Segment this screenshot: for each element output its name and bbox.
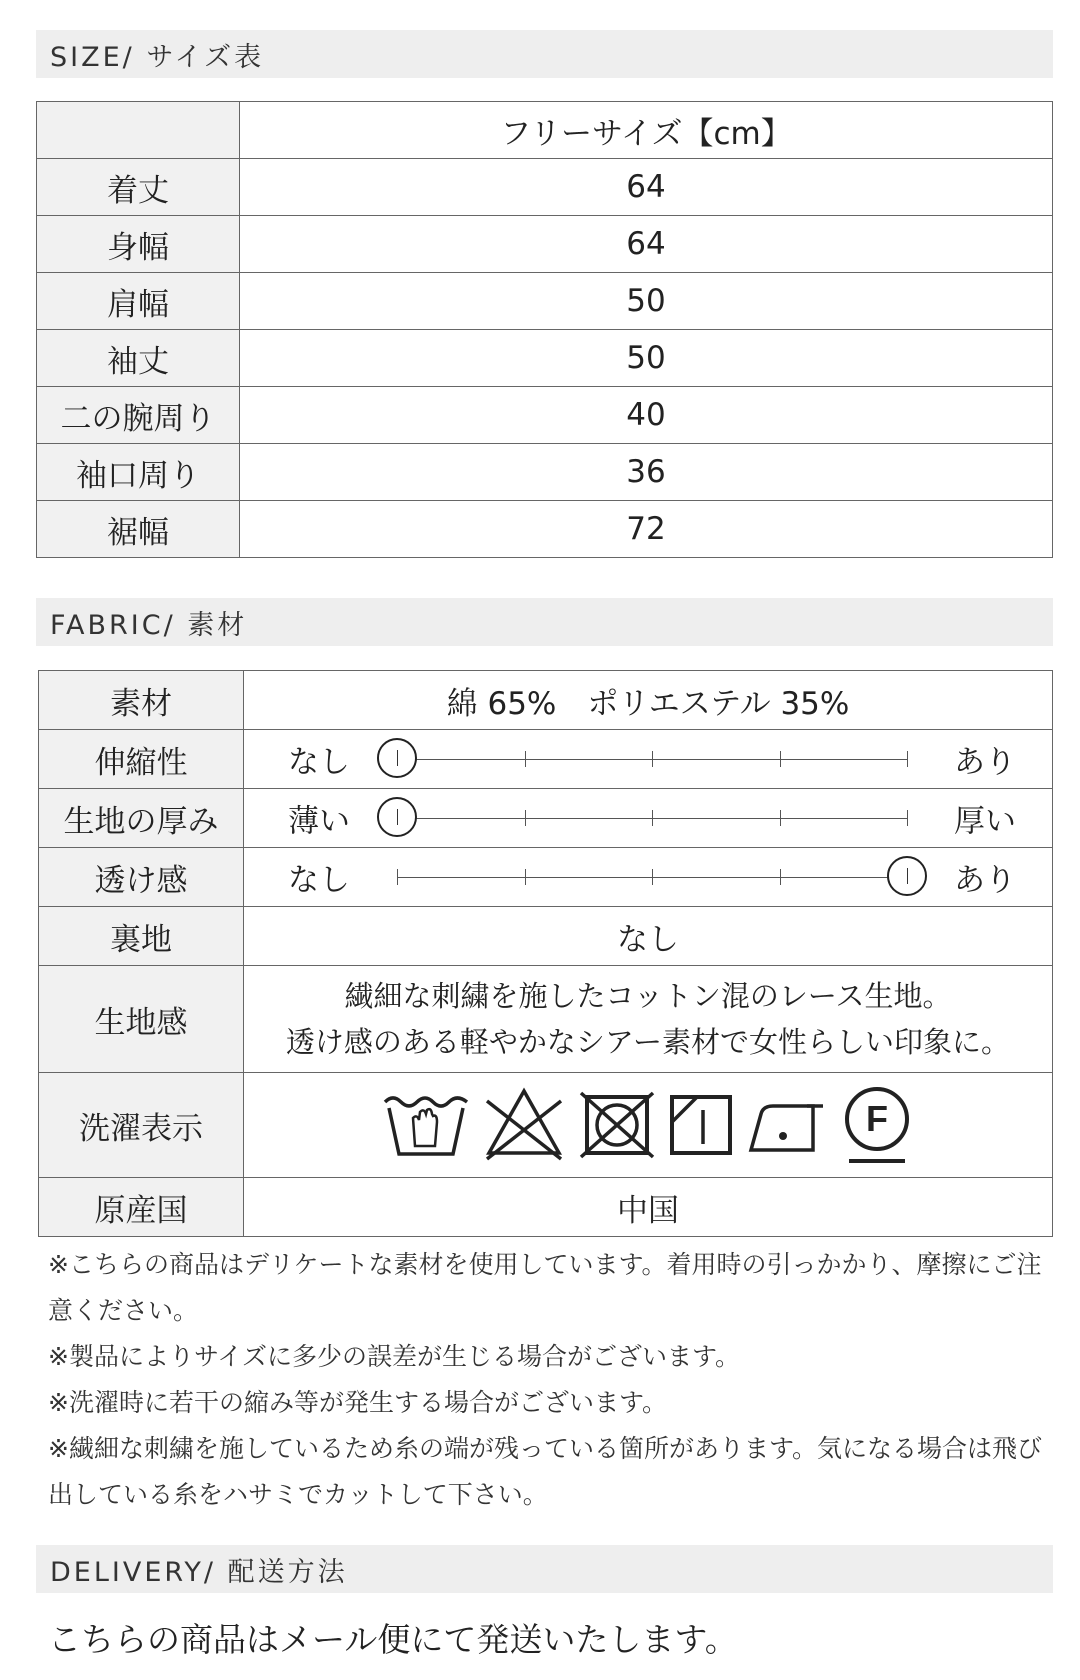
scale-tick: [525, 810, 526, 826]
fabric-table: [38, 670, 1053, 1237]
scale-tick: [397, 869, 398, 885]
dry-clean-letter: F: [866, 1098, 888, 1139]
thickness-scale-track: [397, 818, 907, 819]
size-row-value: 64: [240, 159, 1053, 216]
fabric-section-title: FABRIC/ 素材: [36, 598, 1053, 646]
size-row: [37, 387, 1053, 444]
size-table: [36, 101, 1053, 558]
thickness-row: [39, 789, 1053, 848]
lining-label: 裏地: [39, 907, 244, 966]
scale-tick: [652, 810, 653, 826]
sheerness-scale: [244, 848, 1053, 907]
size-table-header-row: [37, 102, 1053, 159]
size-row-value: 40: [240, 387, 1053, 444]
scale-tick: [780, 751, 781, 767]
stretch-scale-min: なし: [288, 744, 350, 781]
scale-marker: [377, 797, 417, 837]
notes-block: [48, 1242, 1048, 1518]
size-row-label: 袖丈: [37, 330, 240, 387]
size-row: [37, 159, 1053, 216]
size-row: [37, 444, 1053, 501]
stretch-label: 伸縮性: [39, 730, 244, 789]
lining-row: [39, 907, 1053, 966]
care-row: [39, 1073, 1053, 1178]
size-section-title: SIZE/ サイズ表: [36, 30, 1053, 78]
size-row-value: 50: [240, 273, 1053, 330]
sheerness-row: [39, 848, 1053, 907]
texture-value: [244, 966, 1053, 1073]
sheerness-scale-max: あり: [954, 862, 1016, 899]
origin-label: 原産国: [39, 1178, 244, 1237]
size-row-label: 裾幅: [37, 501, 240, 558]
note-1: ※こちらの商品はデリケートな素材を使用しています。着用時の引っかかり、摩擦にご注意ください。: [48, 1250, 1042, 1325]
stretch-scale: [244, 730, 1053, 789]
size-table-header: フリーサイズ【cm】: [240, 102, 1053, 159]
scale-tick: [652, 751, 653, 767]
texture-line-2: 透け感のある軽やかなシアー素材で女性らしい印象に。: [285, 1025, 1011, 1059]
size-row-value: 50: [240, 330, 1053, 387]
thickness-scale-max: 厚い: [954, 803, 1016, 840]
thickness-scale: [244, 789, 1053, 848]
line-dry-shade-icon: [669, 1094, 733, 1156]
size-row: [37, 501, 1053, 558]
stretch-row: [39, 730, 1053, 789]
size-row: [37, 330, 1053, 387]
note-4: ※繊細な刺繍を施しているため糸の端が残っている箇所があります。気になる場合は飛び出している糸をハサミでカットして下さい。: [48, 1434, 1042, 1509]
size-row-label: 二の腕周り: [37, 387, 240, 444]
scale-tick: [780, 869, 781, 885]
scale-tick: [525, 751, 526, 767]
size-row-label: 着丈: [37, 159, 240, 216]
hand-wash-icon: [383, 1092, 469, 1158]
material-row: [39, 671, 1053, 730]
size-row: [37, 273, 1053, 330]
texture-line-1: 繊細な刺繍を施したコットン混のレース生地。: [344, 979, 952, 1013]
note-3: ※洗濯時に若干の縮み等が発生する場合がございます。: [48, 1388, 667, 1417]
low-iron-icon: [747, 1096, 827, 1154]
scale-tick: [652, 869, 653, 885]
note-2: ※製品によりサイズに多少の誤差が生じる場合がございます。: [48, 1342, 740, 1371]
scale-marker: [887, 856, 927, 896]
scale-tick: [907, 751, 908, 767]
size-row-value: 36: [240, 444, 1053, 501]
material-value: 綿 65% ポリエステル 35%: [244, 671, 1053, 730]
no-tumble-dry-icon: [579, 1091, 655, 1159]
dry-clean-f-icon: [841, 1085, 913, 1165]
delivery-section-title: DELIVERY/ 配送方法: [36, 1545, 1053, 1593]
scale-tick: [525, 869, 526, 885]
scale-marker: [377, 738, 417, 778]
stretch-scale-max: あり: [954, 744, 1016, 781]
size-row: [37, 216, 1053, 273]
sheerness-scale-track: [397, 877, 907, 878]
origin-value: 中国: [244, 1178, 1053, 1237]
scale-tick: [907, 810, 908, 826]
size-row-label: 身幅: [37, 216, 240, 273]
sheerness-label: 透け感: [39, 848, 244, 907]
size-row-value: 64: [240, 216, 1053, 273]
stretch-scale-track: [397, 759, 907, 760]
sheerness-scale-min: なし: [288, 862, 350, 899]
size-row-label: 肩幅: [37, 273, 240, 330]
scale-tick: [780, 810, 781, 826]
thickness-scale-min: 薄い: [288, 803, 350, 840]
care-symbols: [244, 1073, 1053, 1178]
material-label: 素材: [39, 671, 244, 730]
texture-label: 生地感: [39, 966, 244, 1073]
size-table-corner: [37, 102, 240, 159]
care-label: 洗濯表示: [39, 1073, 244, 1178]
size-row-value: 72: [240, 501, 1053, 558]
delivery-text: こちらの商品はメール便にて発送いたします。: [48, 1620, 738, 1659]
texture-row: [39, 966, 1053, 1073]
no-bleach-icon: [483, 1087, 565, 1163]
thickness-label: 生地の厚み: [39, 789, 244, 848]
origin-row: [39, 1178, 1053, 1237]
size-row-label: 袖口周り: [37, 444, 240, 501]
lining-value: なし: [244, 907, 1053, 966]
